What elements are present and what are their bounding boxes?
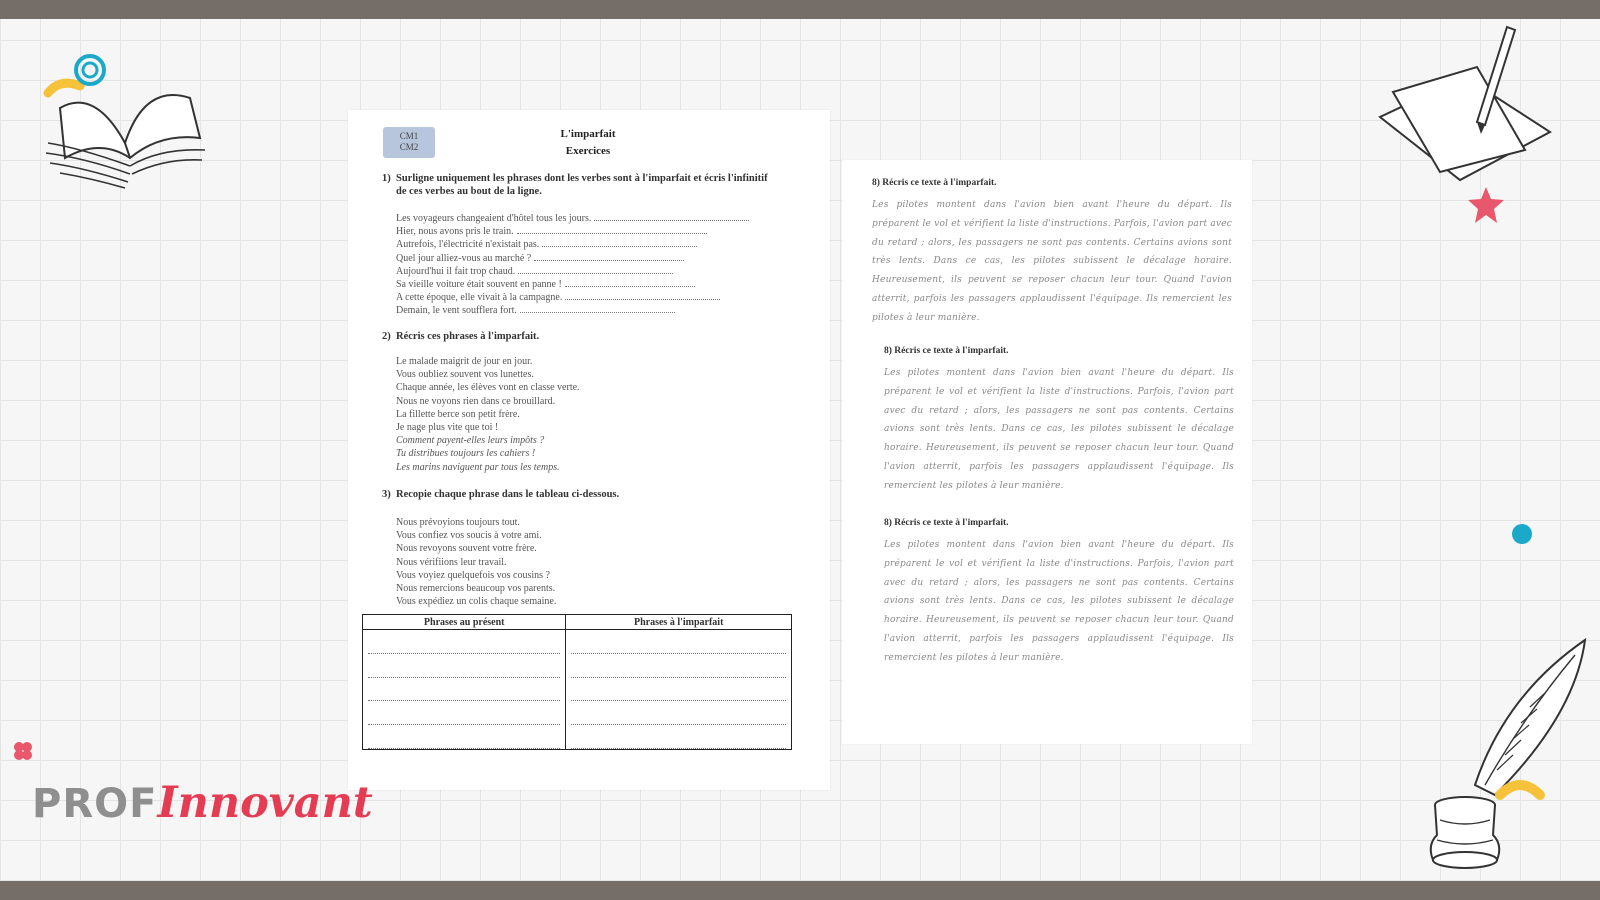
- level-cm2: CM2: [399, 142, 419, 152]
- question-2-title: 2) Récris ces phrases à l'imparfait.: [382, 331, 540, 342]
- worksheet-rewrite-text: [842, 160, 1252, 744]
- title-text: L'imparfait: [560, 128, 616, 140]
- list-item: La fillette berce son petit frère.: [396, 408, 520, 420]
- list-item: Le malade maigrit de jour en jour.: [396, 356, 533, 367]
- worksheet-title: [488, 126, 688, 160]
- question-2-sentences: [396, 355, 816, 474]
- list-item: Les marins naviguent par tous les temps.: [396, 461, 560, 473]
- list-item: Vous voyiez quelquefois vos cousins ?: [396, 569, 550, 581]
- top-band: [0, 0, 1600, 19]
- open-book-icon: [40, 48, 210, 198]
- level-cm1: CM1: [399, 131, 419, 141]
- list-item: Nous vérifiions leur travail.: [396, 556, 507, 568]
- profinnovant-logo: [32, 778, 373, 838]
- exercise-block: [872, 178, 1232, 328]
- list-item: Demain, le vent soufflera fort.: [396, 304, 816, 317]
- list-item: Chaque année, les élèves vont en classe verte.: [396, 382, 580, 394]
- list-item: Nous revoyons souvent votre frère.: [396, 543, 537, 555]
- table-row: [363, 654, 792, 678]
- tense-table: [362, 614, 792, 750]
- list-item: Nous remercions beaucoup vos parents.: [396, 583, 556, 595]
- bottom-band: [0, 881, 1600, 900]
- exercise-title: 8) Récris ce texte à l'imparfait.: [884, 518, 1009, 528]
- list-item: Tu distribues toujours les cahiers !: [396, 448, 536, 460]
- list-item: Je nage plus vite que toi !: [396, 422, 499, 434]
- cursive-text: Les pilotes montent dans l'avion bien avant l'heure du départ. Ils préparent le vol et vérifient la liste d'instructions. Parfois, l'avion part avec du retard ; alors, les passagers ne sont pas contents. Certains avions sont très lents. Dans ce cas, les pilotes subissent le décalage horaire. Heureusement, ils peuvent se reposer chacun leur tour. Quand l'avion atterrit, parfois les passagers applaudissent l'équipage. Ils remercient les pilotes à leur manière.: [884, 540, 1234, 663]
- exercise-title: 8) Récris ce texte à l'imparfait.: [872, 178, 997, 188]
- list-item: Hier, nous avons pris le train.: [396, 225, 816, 238]
- list-item: Sa vieille voiture était souvent en panne !: [396, 278, 816, 291]
- logo-innovant: Innovant: [157, 778, 373, 828]
- subtitle-text: Exercices: [565, 145, 611, 157]
- list-item: Vous confiez vos soucis à votre ami.: [396, 530, 542, 542]
- question-3-sentences: [396, 516, 816, 608]
- quill-inkwell-icon: [1425, 635, 1595, 885]
- question-1-title: 1) Surligne uniquement les phrases dont les verbes sont à l'imparfait et écris l'infinitif de ces verbes au bout de la ligne.: [382, 173, 768, 197]
- list-item: Vous oubliez souvent vos lunettes.: [396, 369, 534, 381]
- list-item: Nous prévoyions toujours tout.: [396, 517, 520, 528]
- star-icon: [1466, 186, 1506, 224]
- worksheet-imparfait: [348, 110, 830, 790]
- list-item: A cette époque, elle vivait à la campagne.: [396, 291, 816, 304]
- exercise-title: 8) Récris ce texte à l'imparfait.: [884, 346, 1009, 356]
- list-item: Comment payent-elles leurs impôts ?: [396, 435, 545, 447]
- question-3-title: 3) Recopie chaque phrase dans le tableau ci-dessous.: [382, 489, 620, 500]
- cursive-text: Les pilotes montent dans l'avion bien avant l'heure du départ. Ils préparent le vol et vérifient la liste d'instructions. Parfois, l'avion part avec du retard ; alors, les passagers ne sont pas contents. Certains avions sont très lents. Dans ce cas, les pilotes subissent le décalage horaire. Heureusement, ils peuvent se reposer chacun leur tour. Quand l'avion atterrit, parfois les passagers applaudissent l'équipage. Ils remercient les pilotes à leur manière.: [884, 368, 1234, 491]
- list-item: Nous ne voyons rien dans ce brouillard.: [396, 395, 556, 407]
- level-badge: [383, 127, 435, 158]
- exercise-block: [884, 346, 1234, 496]
- list-item: Quel jour alliez-vous au marché ?: [396, 252, 816, 265]
- list-item: Autrefois, l'électricité n'existait pas.: [396, 238, 816, 251]
- cursive-text: Les pilotes montent dans l'avion bien avant l'heure du départ. Ils préparent le vol et vérifient la liste d'instructions. Parfois, l'avion part avec du retard ; alors, les passagers ne sont pas contents. Certains avions sont très lents. Dans ce cas, les pilotes subissent le décalage horaire. Heureusement, ils peuvent se reposer chacun leur tour. Quand l'avion atterrit, parfois les passagers applaudissent l'équipage. Ils remercient les pilotes à leur manière.: [872, 200, 1232, 323]
- list-item: Vous expédiez un colis chaque semaine.: [396, 596, 557, 608]
- table-row: [363, 725, 792, 749]
- flower-icon: [12, 740, 34, 762]
- question-1-sentences: [396, 212, 816, 318]
- table-header-present: Phrases au présent: [363, 615, 566, 630]
- table-header-imparfait: Phrases à l'imparfait: [566, 615, 792, 630]
- teal-dot: [1512, 524, 1532, 544]
- exercise-block: [884, 518, 1234, 668]
- paper-pencil-icon: [1375, 22, 1560, 187]
- list-item: Aujourd'hui il fait trop chaud.: [396, 265, 816, 278]
- table-row: [363, 678, 792, 702]
- table-row: [363, 701, 792, 725]
- list-item: Les voyageurs changeaient d'hôtel tous les jours.: [396, 212, 816, 225]
- table-row: [363, 630, 792, 654]
- logo-prof: PROF: [32, 781, 158, 827]
